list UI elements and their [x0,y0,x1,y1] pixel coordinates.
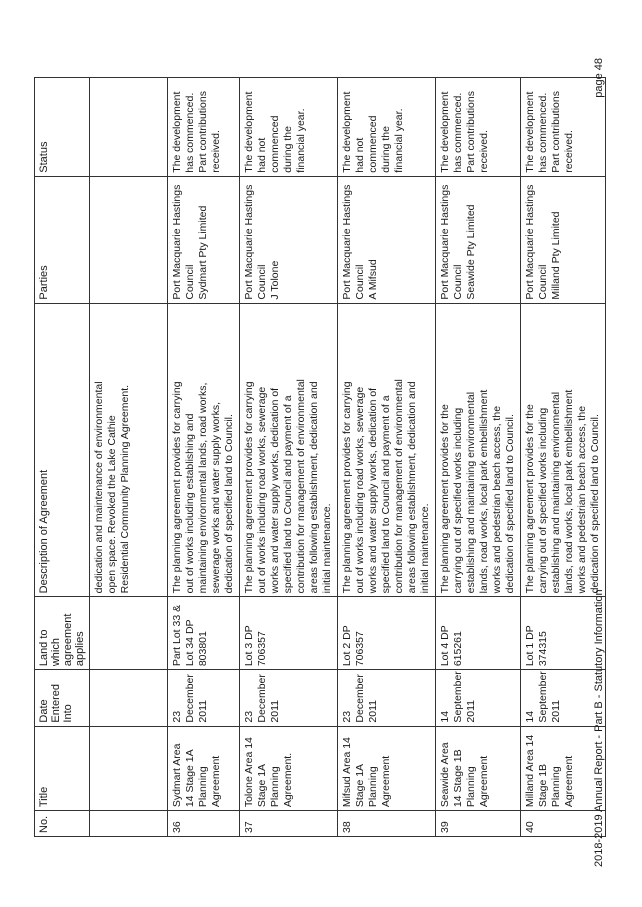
row-title: Milland Area 14 Stage 1B Planning Agreement [521,726,606,811]
header-parties: Parties [35,176,90,303]
empty-cell [90,78,168,177]
planning-agreements-table [34,77,606,837]
table-row [436,78,521,837]
row-land: Part Lot 33 & Lot 34 DP 803801 [168,597,240,670]
row-title: Seawide Area 14 Stage 1B Planning Agreement [436,726,521,811]
header-date: Date Entered Into [35,670,90,726]
row-parties: Port Macquarie Hastings Council Seawide Pty Limited [436,176,521,303]
continuation-row [90,78,168,837]
empty-cell [90,811,168,837]
row-parties: Port Macquarie Hastings Council J Tolone [240,176,338,303]
header-status: Status [35,78,90,177]
table-row [338,78,436,837]
row-land: Lot 2 DP 706357 [338,597,436,670]
row-description: The planning agreement provides for carrying out of works including road works, sewerage works and water supply works, dedication of specified land to Council and payment of a contribution for management of environmental areas following establishment, dedication and initial maintenance. [240,303,338,597]
row-no: 39 [436,811,521,837]
row-description: The planning agreement provides for the carrying out of specified works including establishing and maintaining environmental lands, road works, local park embellishment works and pedestrian beach access, the dedication of specified land to Council. [436,303,521,597]
row-land: Lot 3 DP 706357 [240,597,338,670]
row-status: The development had not commenced during the financial year. [240,78,338,177]
row-status: The development has commenced. Part contributions received. [521,78,606,177]
row-parties: Port Macquarie Hastings Council Sydmart Pty Limited [168,176,240,303]
row-date: 23 December 2011 [240,670,338,726]
row-title: Sydmart Area 14 Stage 1A Planning Agreement [168,726,240,811]
empty-cell [90,176,168,303]
table-row [240,78,338,837]
row-parties: Port Macquarie Hastings Council Milland Pty Limited [521,176,606,303]
row-title: Mifsud Area 14 Stage 1A Planning Agreement [338,726,436,811]
header-description: Description of Agreement [35,303,90,597]
row-status: The development had not commenced during the financial year. [338,78,436,177]
row-date: 23 December 2011 [338,670,436,726]
header-no: No. [35,811,90,837]
row-no: 37 [240,811,338,837]
row-date: 23 December 2011 [168,670,240,726]
row-title: Tolone Area 14 Stage 1A Planning Agreement. [240,726,338,811]
empty-cell [90,726,168,811]
table-header-row [35,78,90,837]
row-no: 36 [168,811,240,837]
header-land: Land to which agreement applies [35,597,90,670]
row-status: The development has commenced. Part contributions received. [168,78,240,177]
row-no: 40 [521,811,606,837]
row-land: Lot 1 DP 374315 [521,597,606,670]
row-no: 38 [338,811,436,837]
row-date: 14 September 2011 [521,670,606,726]
table-row [168,78,240,837]
row-parties: Port Macquarie Hastings Council A Mifsud [338,176,436,303]
row-date: 14 September 2011 [436,670,521,726]
empty-cell [90,597,168,670]
footer-page-number: page 48 [593,58,605,98]
header-title: Title [35,726,90,811]
empty-cell [90,670,168,726]
row-land: Lot 4 DP 615261 [436,597,521,670]
footer-report-title: 2018-2019 Annual Report - Part B - Statutory Information [593,589,605,867]
row-status: The development has commenced. Part contributions received. [436,78,521,177]
continuation-description: dedication and maintenance of environmental open space. Revoked the Lake Cathie Residential Community Planning Agreement. [90,303,168,597]
row-description: The planning agreement provides for carrying out of works including establishing and maintaining environmental lands, road works, sewerage works and water supply works, dedication of specified land to Council. [168,303,240,597]
row-description: The planning agreement provides for the carrying out of specified works including establishing and maintaining environmental lands, road works, local park embellishment works and pedestrian beach access, the dedication of specified land to Council. [521,303,606,597]
row-description: The planning agreement provides for carrying out of works including road works, sewerage works and water supply works, dedication of specified land to Council and payment of a contribution for management of environmental areas following establishment, dedication and initial maintenance. [338,303,436,597]
